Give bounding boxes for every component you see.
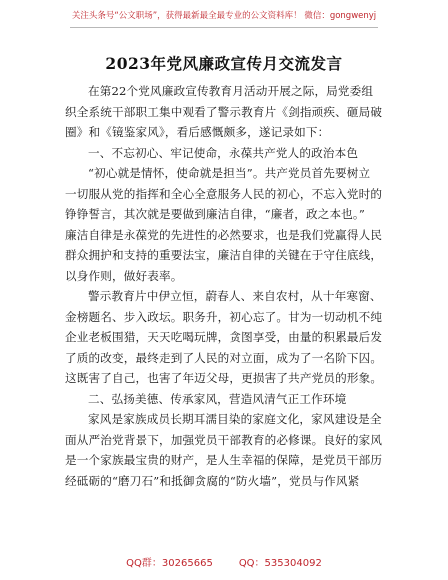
footer-qq: QQ：535304092 bbox=[238, 558, 322, 569]
paragraph-line: 经砥砺的“磨刀石”和抵御贪腐的“防火墙”，党员与作风紧 bbox=[65, 473, 360, 488]
section-heading: 一、不忘初心、牢记使命，永葆共产党人的政治本色 bbox=[88, 145, 359, 160]
paragraph-line: 警示教育片中伊立恒，蔚春人、来自农村，从十年寒窗、 bbox=[88, 289, 382, 303]
paragraph-line: 家风是家族成员长期耳濡目染的家庭文化，家风建设是全 bbox=[88, 412, 382, 426]
document-body bbox=[65, 81, 385, 491]
footer-qq-group: QQ群：30265665 bbox=[126, 558, 213, 569]
header-promo-note: 关注头条号“公文职场”，获得最新最全最专业的公文资料库！ 微信：gongwenyj bbox=[71, 11, 377, 21]
paragraph-line: 群众拥护和支持的重要法宝，廉洁自律的关键在于守住底线， bbox=[65, 248, 383, 262]
header-divider bbox=[70, 27, 378, 28]
paragraph-line: 织全系统干部职工集中观看了警示教育片《剑指顽疾、砸局破 bbox=[65, 104, 383, 119]
section-heading: 二、弘扬美德、传承家风，营造风清气正工作环境 bbox=[88, 391, 347, 406]
paragraph-line: 以身作则，做好表率。 bbox=[65, 268, 183, 283]
paragraph-line: 在第22个党风廉政宣传教育月活动开展之际，局党委组 bbox=[88, 84, 374, 98]
paragraph-line: 这既害了自己，也害了年迈父母，更损害了共产党员的形象。 bbox=[65, 371, 383, 385]
paragraph-line: “初心就是情怀，使命就是担当”。共产党员首先要树立 bbox=[88, 166, 371, 180]
paragraph-line: 廉洁自律是永葆党的先进性的必然要求，也是我们党赢得人民 bbox=[65, 227, 383, 242]
paragraph-line: 是一个家族最宝贵的财产，是人生幸福的保障，是党员干部历 bbox=[65, 453, 383, 467]
paragraph-line: 面从严治党背景下，加强党员干部教育的必修课。良好的家风 bbox=[65, 432, 383, 447]
paragraph-line: 企业老板围猎，天天吃喝玩牌，贪图享受，由量的积累最后发 bbox=[65, 330, 383, 344]
paragraph-line: 了质的改变，最终走到了人民的对立面，成为了一名阶下囚。 bbox=[65, 350, 383, 365]
document-title: 2023年党风廉政宣传月交流发言 bbox=[105, 54, 343, 73]
footer-contact bbox=[0, 554, 448, 569]
paragraph-line: 圈》和《镜鉴家风》，看后感慨颇多，遂记录如下： bbox=[65, 125, 330, 139]
paragraph-line: 铮铮誓言，其次就是要做到廉洁自律，“廉者，政之本也。” bbox=[65, 207, 365, 221]
paragraph-line: 一切服从党的指挥和全心全意服务人民的初心，不忘入党时的 bbox=[65, 186, 383, 201]
paragraph-line: 金榜题名、步入政坛。职务升，初心忘了。甘为一切动机不纯 bbox=[65, 309, 383, 324]
